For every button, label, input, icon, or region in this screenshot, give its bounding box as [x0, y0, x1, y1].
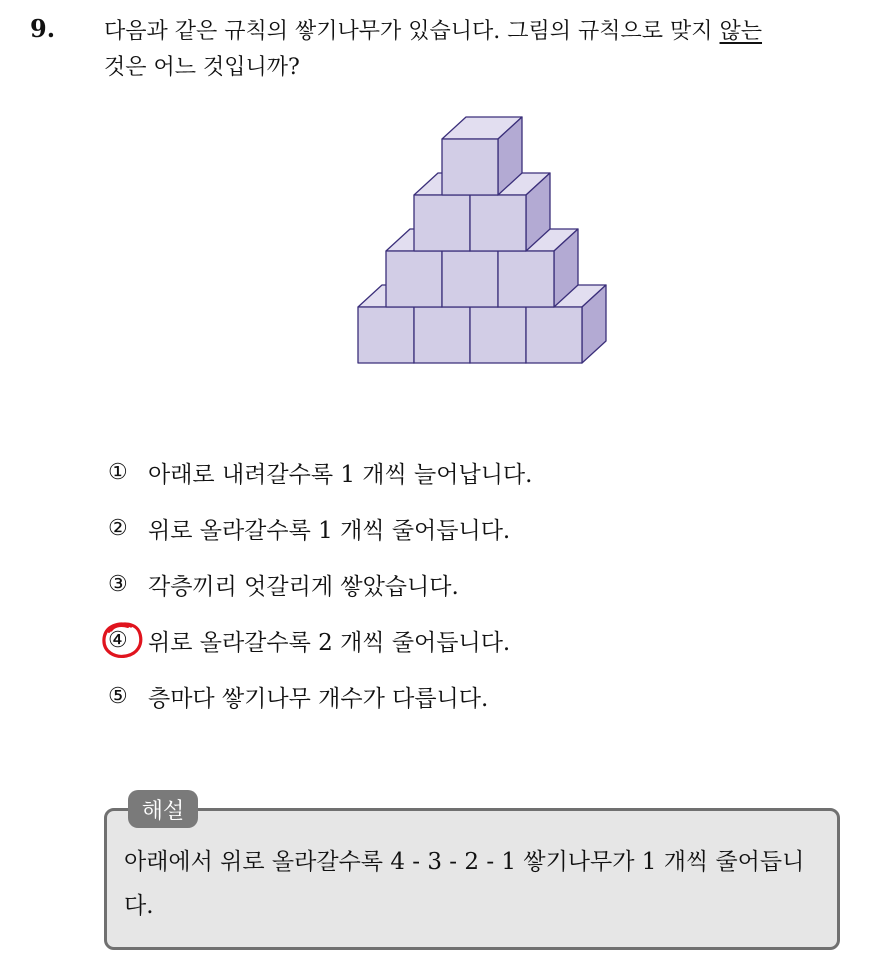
question-text: [104, 14, 874, 86]
option-2[interactable]: [108, 500, 808, 556]
cube-layer4-1: [442, 117, 522, 195]
option-4-text: 위로 올라갈수록 2 개씩 줄어듭니다.: [148, 629, 511, 656]
answer-options: [108, 444, 808, 724]
option-3-text: 각층끼리 엇갈리게 쌓았습니다.: [148, 573, 459, 600]
explanation-text: 아래에서 위로 올라갈수록 4 - 3 - 2 - 1 쌓기나무가 1 개씩 줄어듭니다.: [124, 849, 805, 919]
option-3[interactable]: [108, 556, 808, 612]
question-text-part1: 다음과 같은 규칙의 쌓기나무가 있습니다. 그림의 규칙으로 맞지: [104, 19, 720, 44]
option-1-text: 아래로 내려갈수록 1 개씩 늘어납니다.: [148, 461, 533, 488]
option-1[interactable]: [108, 444, 808, 500]
stacked-cubes-figure: [354, 115, 608, 367]
option-5[interactable]: [108, 668, 808, 724]
option-2-marker: ②: [108, 515, 128, 541]
option-3-marker: ③: [108, 571, 128, 597]
question-number: 9.: [30, 14, 56, 43]
option-4-marker: ④: [108, 627, 128, 653]
option-5-marker: ⑤: [108, 683, 128, 709]
answer-circle-mark-icon: [101, 620, 145, 660]
question-text-part2: 것은 어느 것입니까?: [104, 55, 300, 80]
question-underlined-word: 않는: [719, 19, 763, 44]
option-5-text: 층마다 쌓기나무 개수가 다릅니다.: [148, 685, 489, 712]
option-2-text: 위로 올라갈수록 1 개씩 줄어듭니다.: [148, 517, 511, 544]
option-1-marker: ①: [108, 459, 128, 485]
explanation-tab: 해설: [128, 790, 198, 828]
option-4[interactable]: [108, 612, 808, 668]
